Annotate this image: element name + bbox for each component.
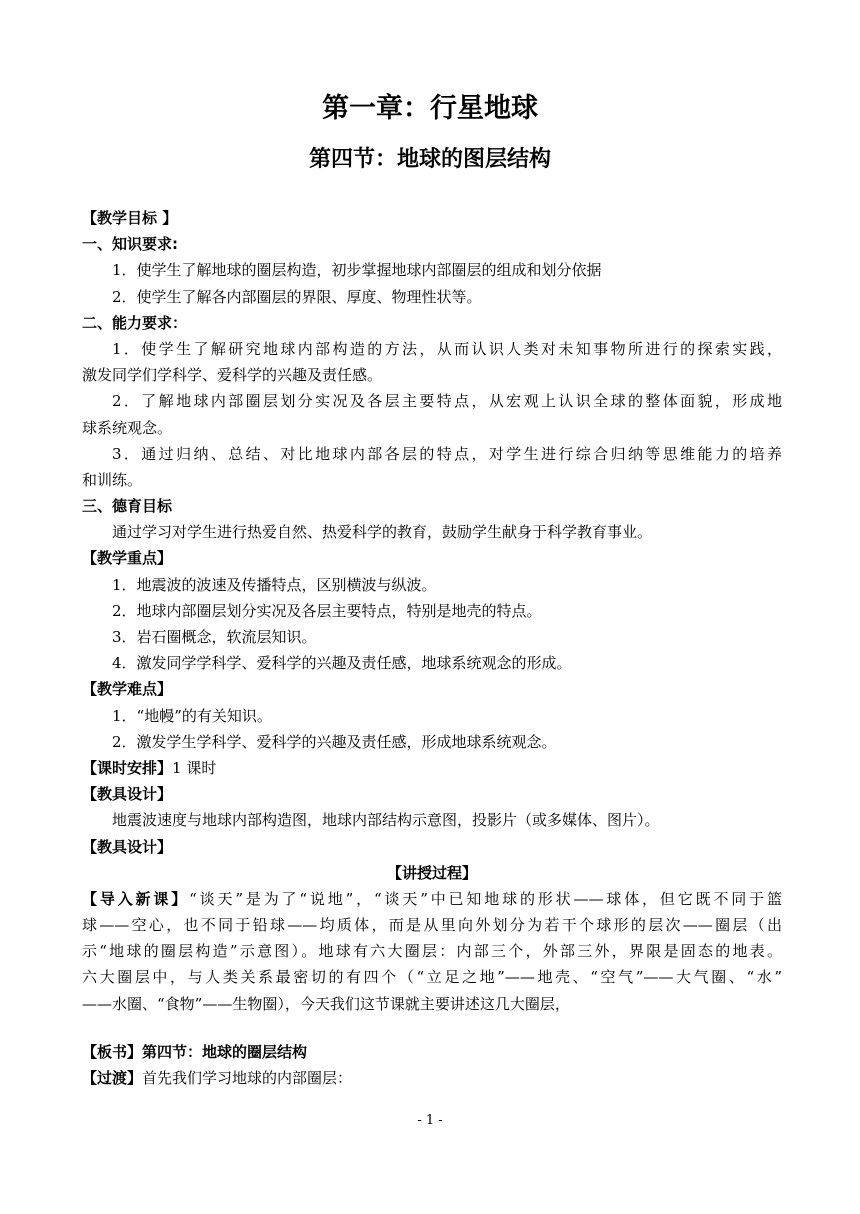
knowledge-item: 1．使学生了解地球的圈层构造，初步掌握地球内部圈层的组成和划分依据 — [112, 261, 602, 280]
chapter-title: 第一章：行星地球 — [322, 93, 538, 124]
document-body — [82, 205, 782, 1091]
process-heading: 【讲授过程】 — [386, 863, 477, 882]
board-text: 第四节：地球的圈层结构 — [142, 1042, 308, 1061]
moral-heading: 三、德育目标 — [82, 497, 173, 516]
schedule-line — [82, 755, 782, 781]
transition-text: 首先我们学习地球的内部圈层： — [142, 1069, 353, 1087]
tools-text: 地震波速度与地球内部构造图，地球内部结构示意图，投影片（或多媒体、图片）。 — [112, 811, 660, 830]
ability-line: 3．通过归纳、总结、对比地球内部各层的特点，对学生进行综合归纳等思维能力的培养 — [112, 444, 782, 463]
board-line — [82, 1039, 782, 1065]
board-label: 【板书】 — [82, 1042, 143, 1061]
transition-label: 【过渡】 — [82, 1069, 143, 1087]
ability-heading: 二、能力要求： — [82, 313, 188, 332]
difficulty-item: 2．激发学生学科学、爱科学的兴趣及责任感，形成地球系统观念。 — [112, 732, 557, 751]
key-heading: 【教学重点】 — [82, 549, 173, 568]
schedule-label: 【课时安排】 — [82, 758, 173, 777]
key-item: 3．岩石圈概念，软流层知识。 — [112, 628, 317, 646]
intro-label: 【导入新课】 — [82, 889, 190, 908]
difficulty-item: 1．“地幔”的有关知识。 — [112, 706, 272, 725]
intro-line: 示“地球的圈层构造”示意图）。地球有六大圈层：内部三个，外部三外，界限是固态的地表。 — [82, 942, 782, 961]
knowledge-heading: 一、知识要求: — [82, 235, 178, 254]
transition-line — [82, 1065, 782, 1091]
ability-line: 2．了解地球内部圈层划分实况及各层主要特点，从宏观上认识全球的整体面貌，形成地 — [112, 392, 782, 411]
intro-line — [82, 886, 782, 912]
intro-line: 球——空心，也不同于铅球——均质体，而是从里向外划分为若干个球形的层次——圈层（出 — [82, 916, 782, 935]
section-title: 第四节：地球的图层结构 — [308, 147, 551, 172]
paragraph-gap — [82, 1017, 782, 1039]
ability-line: 1．使学生了解研究地球内部构造的方法，从而认识人类对未知事物所进行的探索实践， — [112, 339, 782, 358]
key-item: 1．地震波的波速及传播特点，区别横波与纵波。 — [112, 575, 437, 594]
moral-text: 通过学习对学生进行热爱自然、热爱科学的教育，鼓励学生献身于科学教育事业。 — [112, 523, 653, 542]
page-number: - 1 - — [417, 1113, 443, 1128]
ability-line: 球系统观念。 — [82, 418, 173, 437]
tools-heading-2: 【教具设计】 — [82, 837, 173, 856]
goals-heading: 【教学目标 】 — [82, 209, 178, 227]
key-item: 2．地球内部圈层划分实况及各层主要特点，特别是地壳的特点。 — [112, 601, 542, 620]
intro-text: “谈天”是为了“说地”，“谈天”中已知地球的形状——球体，但它既不同于篮 — [189, 889, 782, 908]
schedule-value: 1 课时 — [172, 758, 217, 777]
tools-heading: 【教具设计】 — [82, 785, 173, 804]
intro-line: ——水圈、“食物”——生物圈），今天我们这节课就主要讲述这几大圈层， — [82, 994, 570, 1013]
knowledge-item: 2．使学生了解各内部圈层的界限、厚度、物理性状等。 — [112, 287, 482, 306]
intro-line: 六大圈层中，与人类关系最密切的有四个（“立足之地”——地壳、“空气”——大气圈、“水” — [82, 968, 782, 987]
difficulty-heading: 【教学难点】 — [82, 680, 173, 699]
ability-line: 和训练。 — [82, 470, 143, 489]
key-item: 4．激发同学学科学、爱科学的兴趣及责任感，地球系统观念的形成。 — [112, 654, 572, 673]
ability-line: 激发同学们学科学、爱科学的兴趣及责任感。 — [82, 366, 383, 385]
